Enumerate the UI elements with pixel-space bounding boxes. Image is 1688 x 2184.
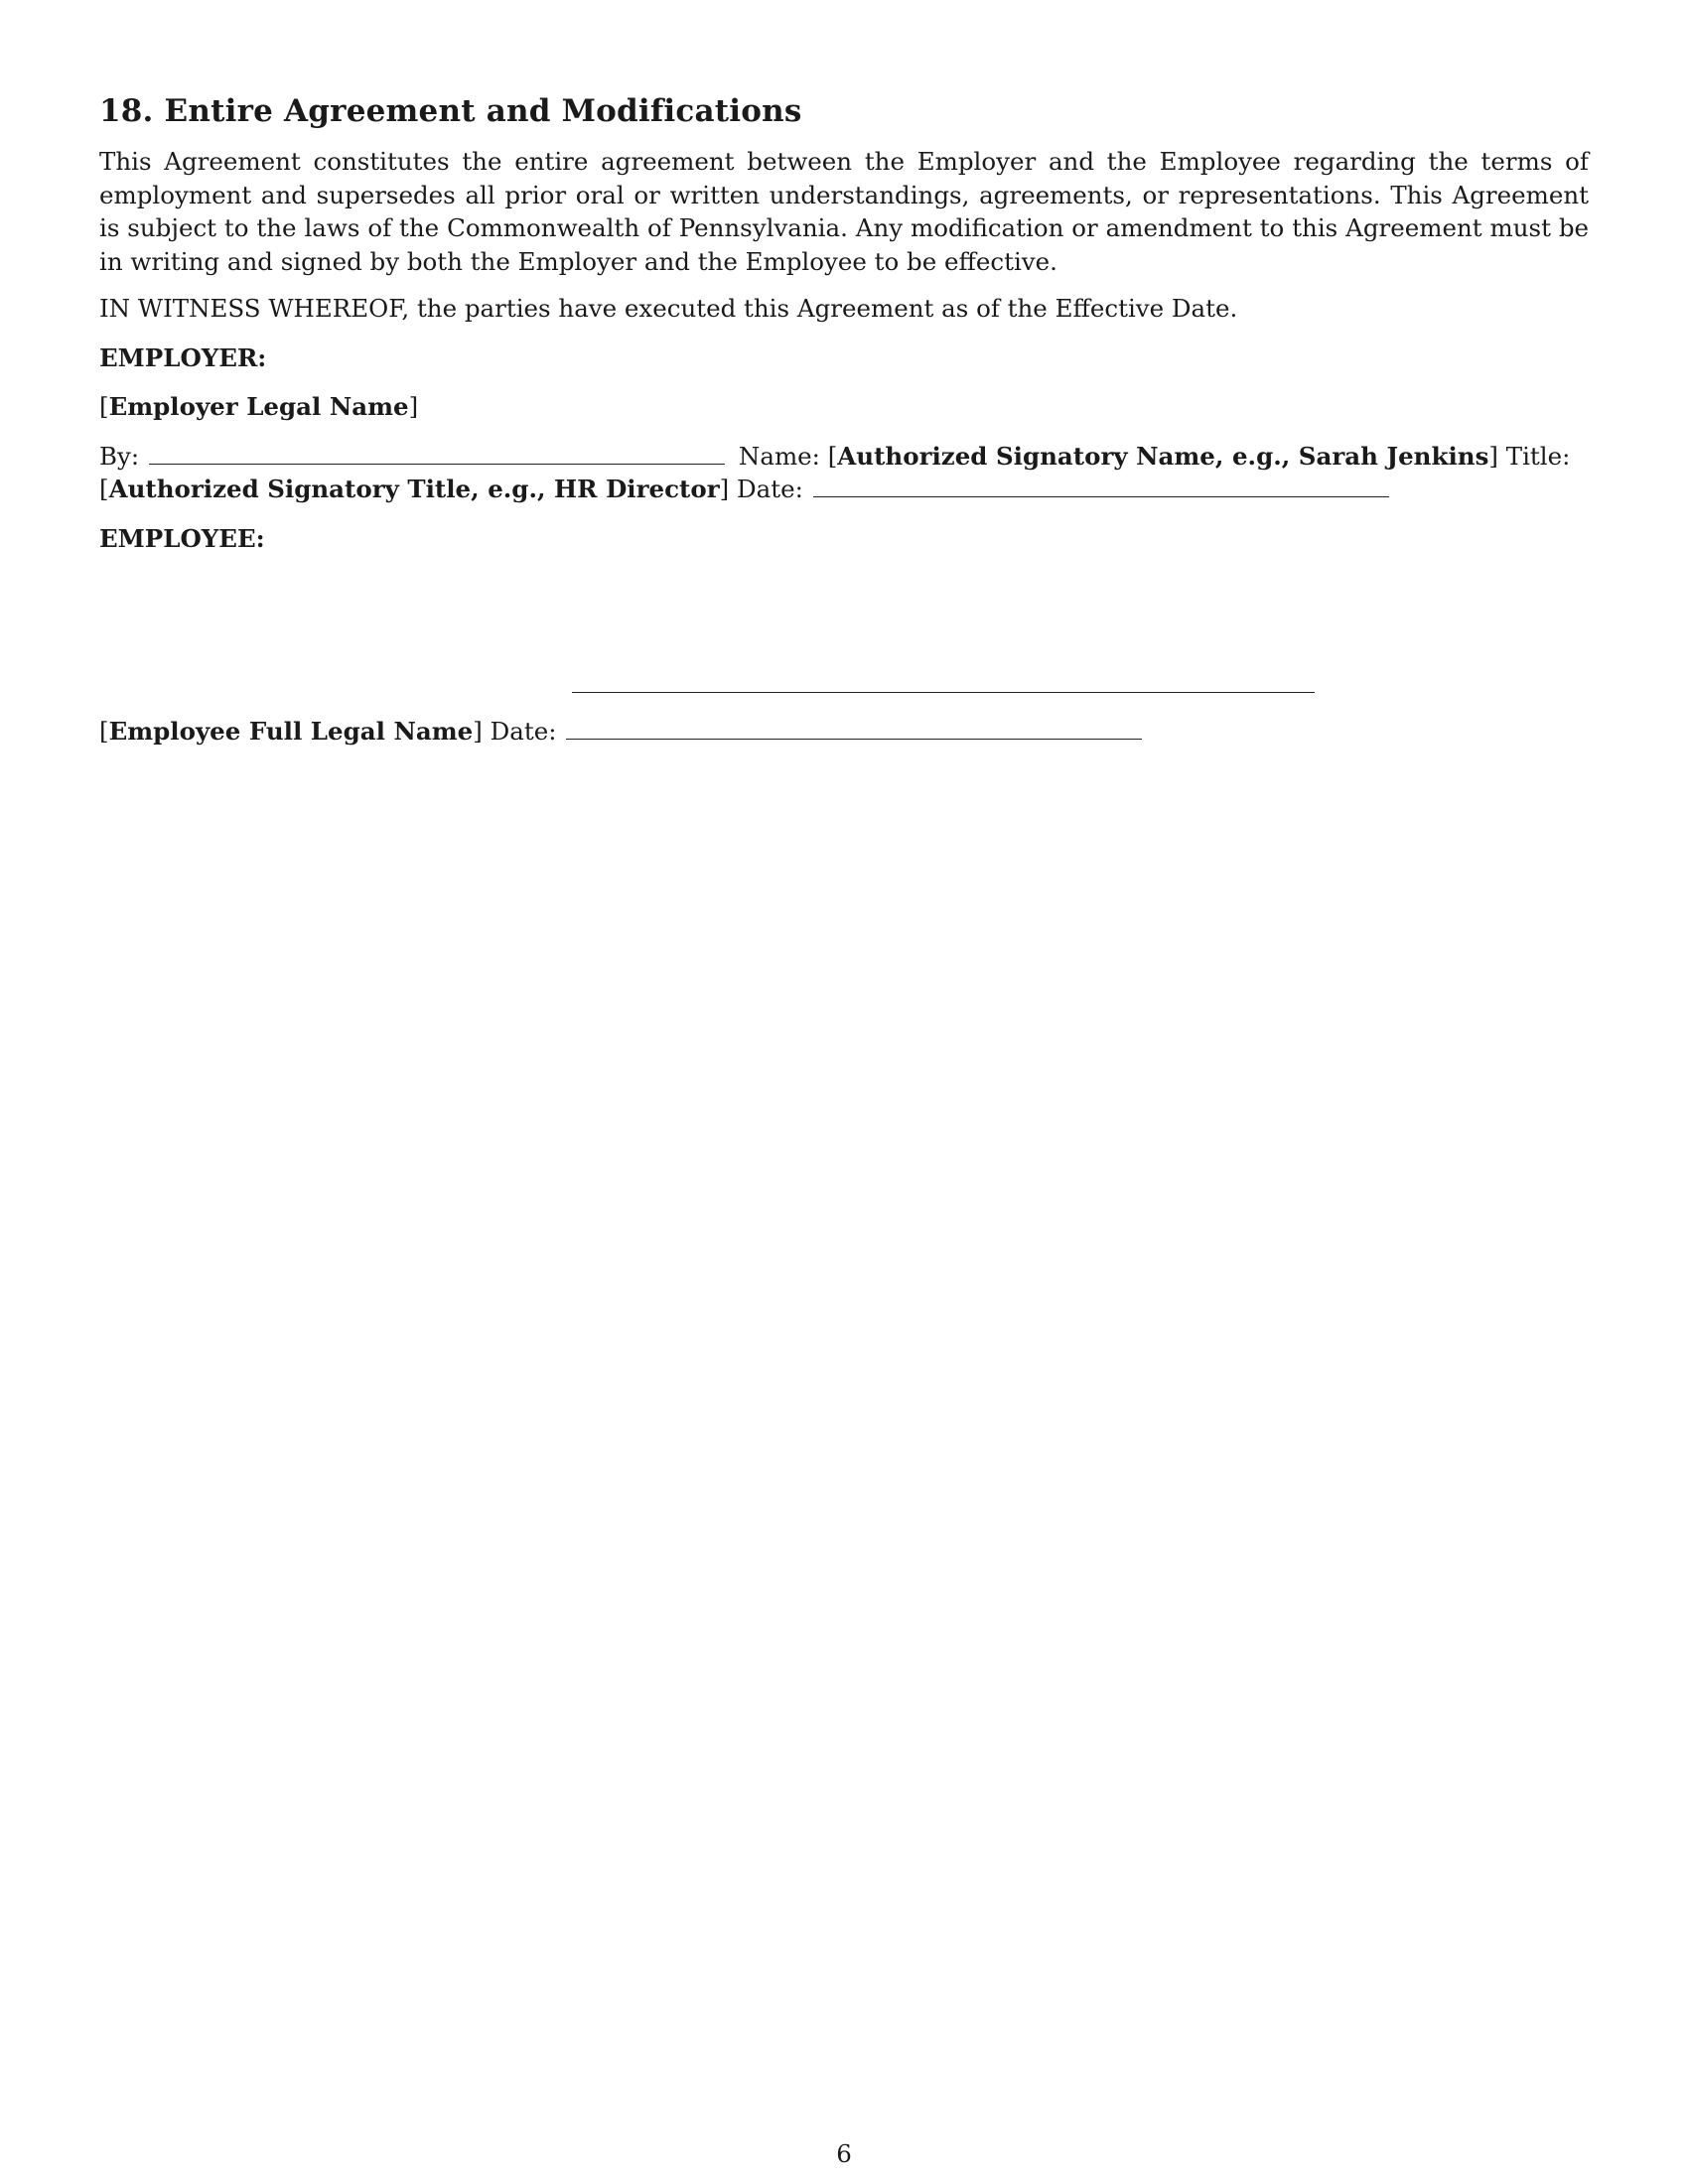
signatory-title: Authorized Signatory Title, e.g., HR Director xyxy=(108,475,720,503)
employer-signature-line[interactable] xyxy=(149,442,725,465)
title-label: Title: xyxy=(1505,441,1571,471)
witness-statement: IN WITNESS WHEREOF, the parties have executed this Agreement as of the Effective Date. xyxy=(99,294,1238,323)
by-label: By: xyxy=(99,441,140,471)
employer-date-label: Date: xyxy=(736,475,803,503)
employer-date-line[interactable] xyxy=(813,475,1389,497)
name-label: Name: xyxy=(738,441,820,471)
signatory-name: Authorized Signatory Name, e.g., Sarah Jenkins xyxy=(837,441,1489,471)
employee-full-name: Employee Full Legal Name xyxy=(108,717,474,746)
employee-name-row: [Employee Full Legal Name] Date: xyxy=(99,715,1142,749)
entire-agreement-paragraph: This Agreement constitutes the entire agreement between the Employer and the Employee regarding the terms of employment and supersedes all prior oral or written understandings, agreements, or representations. This Agreement is subject to the laws of the Commonwealth of Pennsylvania. Any modification or amendment to this Agreement must be in writing and signed by both the Employer and the Employee to be effective. xyxy=(99,147,1589,276)
bracket-close: ] xyxy=(408,392,419,421)
employee-heading: EMPLOYEE: xyxy=(99,523,265,553)
employer-legal-name-text: Employer Legal Name xyxy=(108,392,409,421)
employee-date-line[interactable] xyxy=(566,717,1142,740)
bracket-open: [ xyxy=(99,392,109,421)
employer-heading: EMPLOYER: xyxy=(99,342,267,372)
page-number: 6 xyxy=(836,2139,852,2168)
document-page xyxy=(99,91,1589,746)
employer-legal-name xyxy=(99,390,1589,424)
employer-signature-block: By: Name: [Authorized Signatory Name, e.g., Sarah Jenkins] Title: [Authorized Signatory Title, e.g., HR Director] Date: xyxy=(99,441,1571,503)
employee-signature-line[interactable] xyxy=(572,692,1315,693)
section-heading: 18. Entire Agreement and Modifications xyxy=(99,93,802,129)
employee-date-label: Date: xyxy=(490,717,557,746)
